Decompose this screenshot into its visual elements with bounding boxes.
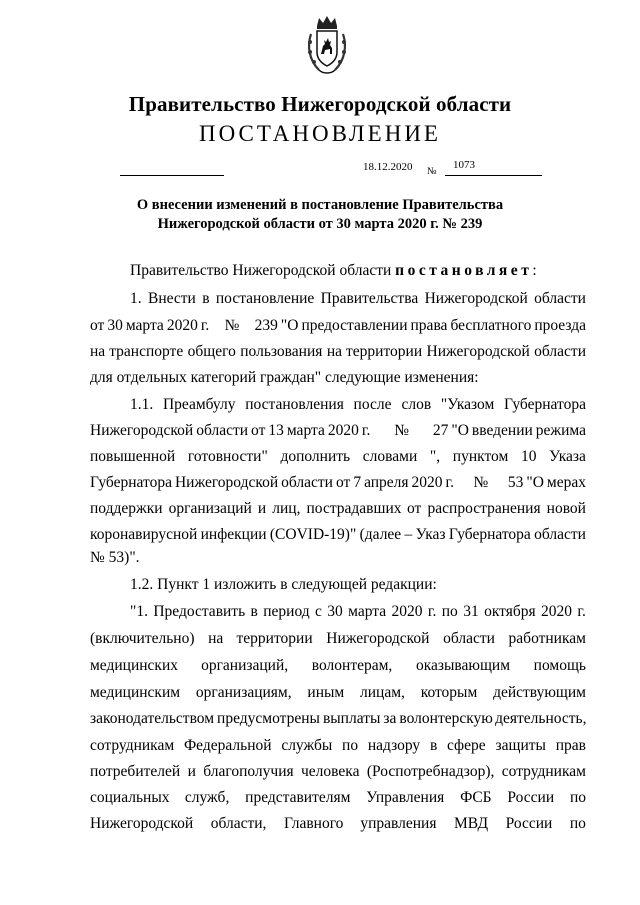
body-line: 1. Внести в постановление Правительства Нижегородской области [130,290,586,307]
coat-of-arms-emblem [305,14,349,76]
body-line: социальных служб, представителям Управления ФСБ России по [90,789,586,806]
body-line: 1.2. Пункт 1 изложить в следующей редакции: [130,576,437,593]
document-subject [0,196,640,234]
body-line: потребителей и благополучия человека (Роспотребнадзор), сотрудникам [90,763,586,780]
body-line: на транспорте общего пользования на территории Нижегородской области [90,343,586,360]
intro-line [130,262,537,280]
government-title: Правительство Нижегородской области [128,92,512,116]
subject-line-2: Нижегородской области от 30 марта 2020 г. № 239 [157,216,483,232]
body-line: для отдельных категорий граждан" следующие изменения: [90,369,479,386]
intro-suffix: : [532,262,537,279]
document-date: 18.12.2020 [363,161,413,173]
body-line: № 53)". [90,549,140,566]
signature-line-left [120,175,224,176]
intro-keyword: постановляет [395,262,533,279]
body-line: Нижегородской области, Главного управления МВД России по [90,815,586,832]
document-type: ПОСТАНОВЛЕНИЕ [199,121,441,146]
body-line: 1.1. Преамбулу постановления после слов "Указом Губернатора [130,396,586,413]
body-line: от 30 марта 2020 г. № 239 "О предоставлении права бесплатного проезда [90,317,586,334]
body-line: Губернатора Нижегородской области от 7 апреля 2020 г. № 53 "О мерах [90,474,586,491]
body-line: коронавирусной инфекции (COVID-19)" (далее – Указ Губернатора области [90,526,586,543]
intro-prefix: Правительство Нижегородской области [130,262,392,279]
number-line-right [445,175,542,176]
body-line: (включительно) на территории Нижегородской области работникам [90,630,586,647]
document-number: 1073 [453,159,475,171]
body-line: Нижегородской области от 13 марта 2020 г. № 27 "О введении режима [90,422,586,439]
body-line: "1. Предоставить в период с 30 марта 2020 г. по 31 октября 2020 г. [130,603,586,620]
number-sign: № [427,166,437,177]
body-line: поддержки организаций и лиц, пострадавших от распространения новой [90,500,586,517]
body-line: медицинских организаций, волонтерам, оказывающим помощь [90,657,586,674]
subject-line-1: О внесении изменений в постановление Правительства [136,197,504,213]
body-line: законодательством предусмотрены выплаты за волонтерскую деятельность, [90,710,587,727]
body-line: сотрудникам Федеральной службы по надзору в сфере защиты прав [90,737,586,754]
body-line: медицинским организациям, иным лицам, которым действующим [90,684,586,701]
body-line: повышенной готовности" дополнить словами ", пунктом 10 Указа [90,448,586,465]
